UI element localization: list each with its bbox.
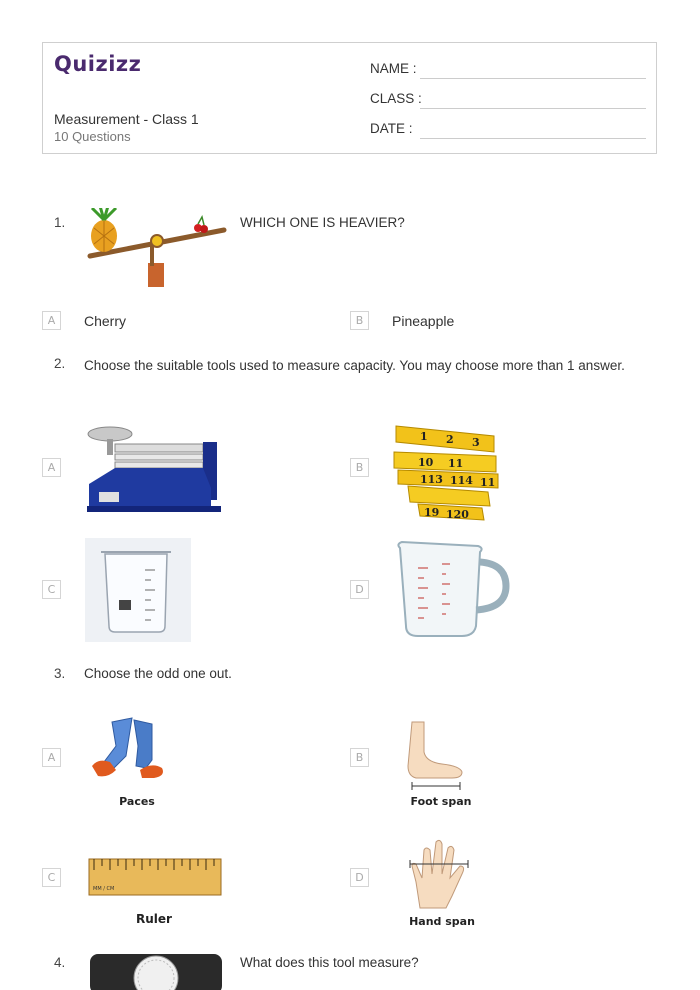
seesaw-image — [82, 208, 232, 290]
class-field[interactable] — [420, 108, 646, 109]
question-1-text: WHICH ONE IS HEAVIER? — [240, 215, 405, 230]
worksheet-title: Measurement - Class 1 — [54, 111, 199, 127]
date-label: DATE : — [370, 121, 413, 136]
foot-image[interactable] — [402, 718, 470, 790]
q1-option-b-box[interactable]: B — [350, 311, 369, 330]
question-4-text: What does this tool measure? — [240, 955, 419, 970]
question-3-text: Choose the odd one out. — [84, 666, 232, 681]
q3-option-d-box[interactable]: D — [350, 868, 369, 887]
measuring-jug-image[interactable] — [394, 538, 514, 640]
name-field[interactable] — [420, 78, 646, 79]
ruler-caption: Ruler — [136, 912, 172, 926]
tape-number-120: 120 — [446, 508, 469, 521]
question-count: 10 Questions — [54, 129, 131, 144]
beaker-image[interactable] — [85, 538, 191, 642]
tape-number-1: 1 — [420, 430, 428, 443]
tape-number-19: 19 — [424, 506, 440, 519]
hand-span-caption: Hand span — [409, 915, 475, 928]
tape-number-10: 10 — [418, 456, 434, 469]
q2-option-c-box[interactable]: C — [42, 580, 61, 599]
paces-image[interactable] — [90, 716, 174, 790]
q3-option-b-box[interactable]: B — [350, 748, 369, 767]
hand-span-image[interactable] — [406, 836, 472, 912]
q1-option-a-box[interactable]: A — [42, 311, 61, 330]
question-4-number: 4. — [54, 955, 66, 970]
tape-number-11: 11 — [448, 457, 464, 470]
question-2-text: Choose the suitable tools used to measure capacity. You may choose more than 1 answer. — [84, 358, 625, 373]
ruler-unit-label: MM / CM — [93, 886, 115, 892]
tape-number-11b: 11 — [480, 476, 496, 489]
tape-number-3: 3 — [472, 436, 480, 449]
question-3-number: 3. — [54, 666, 66, 681]
question-2-number: 2. — [54, 356, 66, 371]
date-field[interactable] — [420, 138, 646, 139]
class-label: CLASS : — [370, 91, 422, 106]
name-label: NAME : — [370, 61, 417, 76]
measuring-tape-image[interactable] — [390, 416, 502, 522]
weighing-scale-image — [88, 950, 224, 990]
q2-option-b-box[interactable]: B — [350, 458, 369, 477]
q2-option-a-box[interactable]: A — [42, 458, 61, 477]
q1-option-a-label[interactable]: Cherry — [84, 313, 127, 329]
q3-option-c-box[interactable]: C — [42, 868, 61, 887]
tape-number-113: 113 — [420, 473, 443, 486]
paces-caption: Paces — [119, 795, 155, 808]
triple-beam-balance-image[interactable] — [85, 422, 225, 514]
tape-number-2: 2 — [446, 433, 454, 446]
q3-option-a-box[interactable]: A — [42, 748, 61, 767]
question-1-number: 1. — [54, 215, 66, 230]
tape-number-114: 114 — [450, 474, 473, 487]
q2-option-d-box[interactable]: D — [350, 580, 369, 599]
quizizz-logo: Quizizz — [54, 52, 142, 76]
ruler-image[interactable] — [88, 858, 222, 896]
foot-span-caption: Foot span — [410, 795, 472, 808]
q1-option-b-label[interactable]: Pineapple — [392, 313, 455, 329]
